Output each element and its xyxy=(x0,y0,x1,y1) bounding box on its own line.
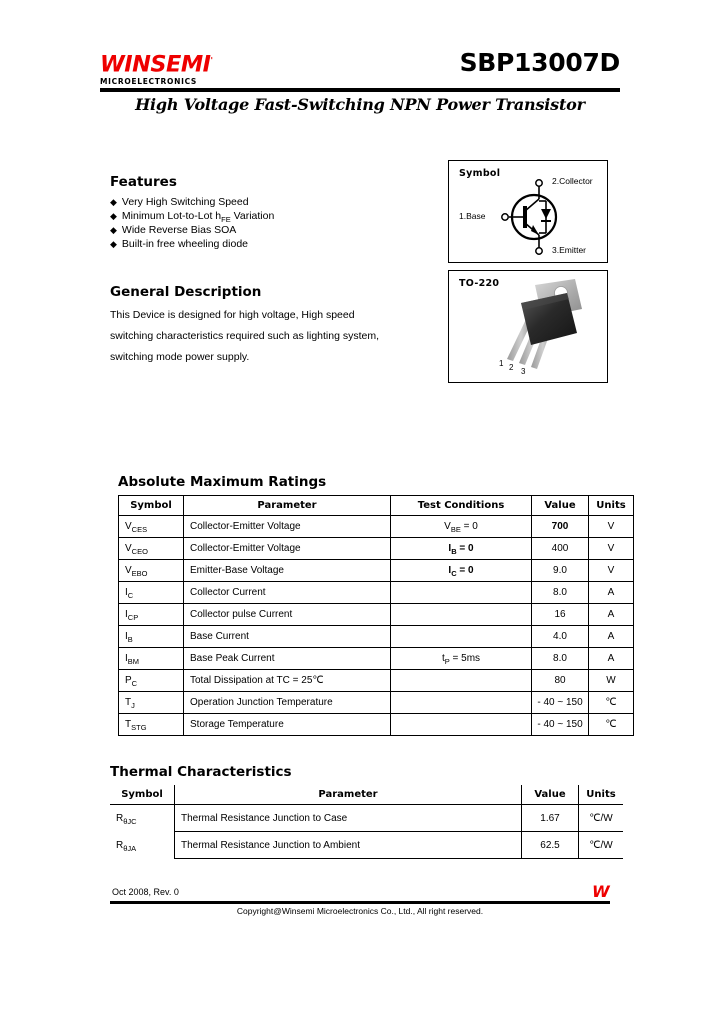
diamond-bullet-icon: ◆ xyxy=(110,225,117,235)
cell-units: A xyxy=(589,626,634,648)
cell-symbol xyxy=(110,805,175,832)
column-header-test-conditions: Test Conditions xyxy=(391,496,532,516)
column-header-units: Units xyxy=(589,496,634,516)
cell-units: A xyxy=(589,604,634,626)
feature-label-subscript: FE xyxy=(221,215,231,225)
description-line: switching characteristics required such as lighting system, xyxy=(110,330,380,342)
feature-label: Built-in free wheeling diode xyxy=(121,238,248,250)
cell-units: V xyxy=(589,516,634,538)
symbol-base: T xyxy=(125,719,132,730)
cell-symbol xyxy=(119,626,184,648)
cell-parameter: Thermal Resistance Junction to Case xyxy=(175,805,522,832)
symbol-subscript: J xyxy=(131,701,135,710)
diamond-bullet-icon: ◆ xyxy=(110,239,117,249)
cond-tail: = 0 xyxy=(456,565,474,576)
symbol-base: R xyxy=(116,812,124,824)
cell-value: - 40 ~ 150 xyxy=(532,692,589,714)
lead-label-3: 3 xyxy=(521,367,526,376)
pin-label-collector: 2.Collector xyxy=(552,176,593,186)
features-list xyxy=(110,195,430,251)
list-item xyxy=(110,209,430,223)
table-header-row xyxy=(110,785,623,805)
column-header-parameter: Parameter xyxy=(184,496,391,516)
table-row xyxy=(119,582,634,604)
cell-test-condition xyxy=(391,648,532,670)
column-header-symbol: Symbol xyxy=(119,496,184,516)
cond-tail: = 0 xyxy=(456,543,474,554)
symbol-base: T xyxy=(125,697,132,708)
feature-label-part2: Variation xyxy=(230,210,275,222)
table-row xyxy=(110,805,623,832)
table-row xyxy=(119,560,634,582)
cell-value: 400 xyxy=(532,538,589,560)
cell-value: 8.0 xyxy=(532,582,589,604)
cell-units: ℃/W xyxy=(579,832,624,859)
diamond-bullet-icon: ◆ xyxy=(110,211,117,221)
logo-subtitle: MICROELECTRONICS xyxy=(100,77,198,87)
cell-parameter: Collector-Emitter Voltage xyxy=(184,516,391,538)
cell-test-condition xyxy=(391,626,532,648)
column-header-value: Value xyxy=(522,785,579,805)
list-item xyxy=(110,195,430,209)
footer-date-revision: Oct 2008, Rev. 0 xyxy=(112,887,179,897)
cell-symbol xyxy=(119,560,184,582)
cell-value: 1.67 xyxy=(522,805,579,832)
features-heading: Features xyxy=(110,174,177,190)
symbol-base: V xyxy=(125,521,132,532)
absolute-maximum-ratings-table xyxy=(118,495,634,736)
thermal-characteristics-heading: Thermal Characteristics xyxy=(110,764,292,780)
symbol-subscript: EBO xyxy=(131,569,148,578)
cell-value: 16 xyxy=(532,604,589,626)
cell-parameter: Emitter-Base Voltage xyxy=(184,560,391,582)
symbol-subscript: θJA xyxy=(123,843,137,853)
cell-parameter: Collector Current xyxy=(184,582,391,604)
general-description-heading: General Description xyxy=(110,284,262,300)
lead-label-1: 1 xyxy=(499,359,504,368)
pin-label-emitter: 3.Emitter xyxy=(552,245,587,255)
column-header-value: Value xyxy=(532,496,589,516)
cond-base: I xyxy=(448,565,452,576)
cond-tail: = 5ms xyxy=(449,653,481,664)
symbol-base: I xyxy=(125,631,128,642)
pin-label-base: 1.Base xyxy=(459,211,486,221)
package-photo-box xyxy=(448,270,608,383)
symbol-subscript: B xyxy=(127,635,133,644)
cell-parameter: Storage Temperature xyxy=(184,714,391,736)
symbol-base: V xyxy=(125,565,132,576)
table-row xyxy=(119,626,634,648)
symbol-box-label: Symbol xyxy=(459,168,501,179)
cell-symbol xyxy=(119,582,184,604)
symbol-subscript: C xyxy=(127,591,134,600)
cell-units: ℃ xyxy=(589,714,634,736)
list-item xyxy=(110,223,430,237)
feature-label: Wide Reverse Bias SOA xyxy=(121,224,237,236)
cell-parameter: Collector pulse Current xyxy=(184,604,391,626)
absolute-maximum-ratings-heading: Absolute Maximum Ratings xyxy=(118,474,327,490)
thermal-characteristics-table xyxy=(110,785,623,859)
cond-tail: = 0 xyxy=(460,521,478,532)
cell-parameter: Base Peak Current xyxy=(184,648,391,670)
cell-symbol xyxy=(119,692,184,714)
feature-label-part1: Minimum Lot-to-Lot h xyxy=(121,210,222,222)
package-box-label: TO-220 xyxy=(459,278,500,289)
document-subtitle: High Voltage Fast-Switching NPN Power Transistor xyxy=(135,95,585,114)
thermal-characteristics-section xyxy=(110,764,623,859)
cond-base: V xyxy=(444,521,451,532)
cell-symbol xyxy=(119,604,184,626)
cell-symbol xyxy=(119,714,184,736)
symbol-base: I xyxy=(125,653,128,664)
cond-subscript: BE xyxy=(450,525,461,534)
diamond-bullet-icon: ◆ xyxy=(110,197,117,207)
header-divider xyxy=(100,88,620,92)
cell-parameter: Thermal Resistance Junction to Ambient xyxy=(175,832,522,859)
column-header-parameter: Parameter xyxy=(175,785,522,805)
footer-divider xyxy=(110,901,610,904)
lead-label-2: 2 xyxy=(509,363,514,372)
symbol-subscript: C xyxy=(131,679,138,688)
description-line: This Device is designed for high voltage, High speed xyxy=(110,309,355,321)
symbol-diagram-box xyxy=(448,160,608,263)
table-row xyxy=(119,648,634,670)
table-row xyxy=(119,714,634,736)
cell-parameter: Base Current xyxy=(184,626,391,648)
cell-units: A xyxy=(589,582,634,604)
cond-subscript: B xyxy=(451,547,457,556)
cell-parameter: Collector-Emitter Voltage xyxy=(184,538,391,560)
table-row xyxy=(119,604,634,626)
column-header-units: Units xyxy=(579,785,624,805)
cell-symbol xyxy=(110,832,175,859)
cell-symbol xyxy=(119,538,184,560)
description-line: switching mode power supply. xyxy=(110,351,250,363)
cell-units: ℃/W xyxy=(579,805,624,832)
absolute-maximum-ratings-section xyxy=(118,474,634,736)
logo-wordmark-text: WINSEMI xyxy=(100,52,211,78)
cell-value: 8.0 xyxy=(532,648,589,670)
cell-value: 80 xyxy=(532,670,589,692)
cond-base: t xyxy=(441,653,445,664)
cond-subscript: C xyxy=(451,569,457,578)
symbol-subscript: CES xyxy=(131,525,148,534)
cell-test-condition xyxy=(391,692,532,714)
cell-test-condition xyxy=(391,582,532,604)
cell-units: W xyxy=(589,670,634,692)
cell-value: 62.5 xyxy=(522,832,579,859)
symbol-subscript: CEO xyxy=(131,547,148,556)
symbol-subscript: BM xyxy=(127,657,140,666)
cell-test-condition xyxy=(391,714,532,736)
cell-test-condition xyxy=(391,560,532,582)
features-section xyxy=(110,174,430,251)
to220-package-icon xyxy=(449,271,607,382)
logo-wordmark xyxy=(100,50,212,76)
table-row xyxy=(119,516,634,538)
cell-value: - 40 ~ 150 xyxy=(532,714,589,736)
table-row xyxy=(110,832,623,859)
table-row xyxy=(119,538,634,560)
cell-test-condition xyxy=(391,516,532,538)
cell-units: V xyxy=(589,538,634,560)
cond-base: I xyxy=(448,543,452,554)
column-header-symbol: Symbol xyxy=(110,785,175,805)
cell-symbol xyxy=(119,670,184,692)
general-description-section xyxy=(110,284,440,368)
symbol-subscript: CP xyxy=(127,613,139,622)
footer-logo-mark: W xyxy=(592,882,610,901)
table-header-row xyxy=(119,496,634,516)
symbol-subscript: STG xyxy=(131,723,147,732)
symbol-base: R xyxy=(116,839,124,851)
cond-subscript: P xyxy=(444,657,450,666)
cell-units: A xyxy=(589,648,634,670)
cell-parameter: Total Dissipation at TC = 25℃ xyxy=(184,670,391,692)
table-row xyxy=(119,692,634,714)
table-row xyxy=(119,670,634,692)
footer-copyright: Copyright@Winsemi Microelectronics Co., Ltd., All right reserved. xyxy=(236,906,484,916)
cell-test-condition xyxy=(391,538,532,560)
symbol-base: V xyxy=(125,543,132,554)
cell-value: 9.0 xyxy=(532,560,589,582)
cell-symbol xyxy=(119,648,184,670)
cell-value: 700 xyxy=(532,516,589,538)
list-item xyxy=(110,237,430,251)
symbol-subscript: θJC xyxy=(123,816,137,826)
cell-units: ℃ xyxy=(589,692,634,714)
cell-symbol xyxy=(119,516,184,538)
feature-label xyxy=(122,209,274,223)
company-logo xyxy=(100,50,213,87)
cell-test-condition xyxy=(391,604,532,626)
symbol-base: I xyxy=(125,587,128,598)
part-number: SBP13007D xyxy=(459,48,620,77)
logo-trademark-mark: ' xyxy=(210,56,213,65)
cell-parameter: Operation Junction Temperature xyxy=(184,692,391,714)
symbol-base: I xyxy=(125,609,128,620)
symbol-base: P xyxy=(125,675,132,686)
cell-units: V xyxy=(589,560,634,582)
feature-label: Very High Switching Speed xyxy=(121,196,249,208)
cell-value: 4.0 xyxy=(532,626,589,648)
cell-test-condition xyxy=(391,670,532,692)
